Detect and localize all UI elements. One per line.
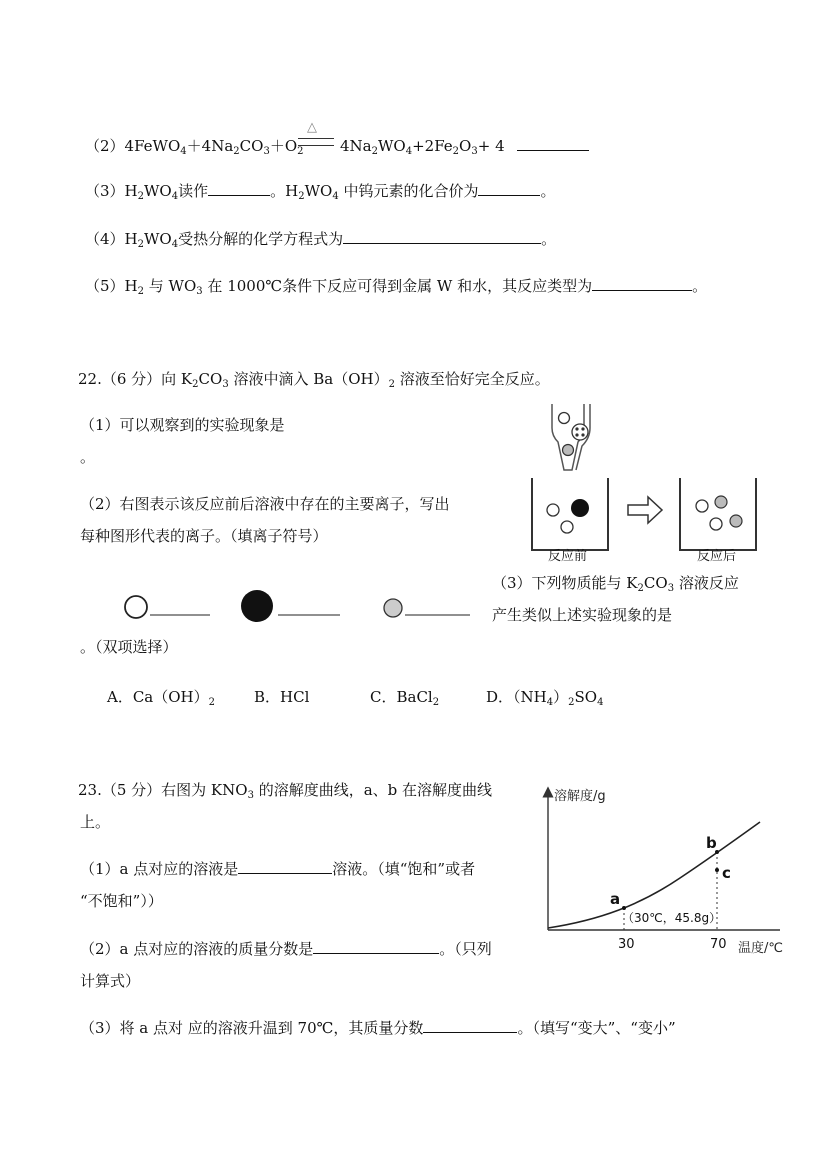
point-a-label: a bbox=[610, 890, 621, 908]
label-before: 反应前 bbox=[548, 549, 588, 564]
formula-sub: 4 bbox=[180, 146, 187, 157]
formula-part: ＋O bbox=[269, 137, 298, 155]
formula-sub: 2 bbox=[568, 697, 575, 708]
formula-part: 4FeWO bbox=[124, 137, 181, 155]
formula-sub: 2 bbox=[298, 191, 305, 202]
arrow-icon bbox=[628, 497, 662, 523]
formula-sub: 2 bbox=[208, 697, 216, 708]
formula-sub: 3 bbox=[667, 583, 675, 594]
answer-blank[interactable] bbox=[208, 181, 270, 196]
text: 受热分解的化学方程式为 bbox=[178, 230, 344, 248]
q23-part3 bbox=[80, 1018, 676, 1038]
point-b-label: b bbox=[706, 834, 717, 852]
q23-part2-line2: 计算式） bbox=[80, 972, 141, 990]
ion-white bbox=[710, 518, 722, 530]
text: 溶液反应 bbox=[674, 574, 739, 592]
text: （2）a 点对应的溶液的质量分数是 bbox=[80, 940, 314, 958]
option-c[interactable] bbox=[370, 687, 439, 707]
answer-blank[interactable] bbox=[343, 229, 541, 244]
formula-sub: 3 bbox=[263, 146, 270, 157]
q22-part3-line3: 。（双项选择） bbox=[80, 638, 178, 656]
x-tick-70: 70 bbox=[710, 937, 727, 952]
equals-sign bbox=[298, 138, 334, 146]
answer-blank[interactable] bbox=[423, 1018, 517, 1033]
q21-l5-num: （5） bbox=[85, 277, 125, 295]
formula-sub: 4 bbox=[597, 697, 604, 708]
formula-sub: 4 bbox=[171, 239, 179, 250]
reaction-condition-heat: △ bbox=[307, 120, 317, 135]
text: ） bbox=[553, 688, 569, 706]
q22-part2-line1: （2）右图表示该反应前后溶液中存在的主要离子，写出 bbox=[80, 495, 450, 513]
q23-heading bbox=[78, 780, 492, 800]
formula-part: WO bbox=[304, 182, 333, 200]
formula-sub: 3 bbox=[247, 790, 254, 801]
formula-sub: 2 bbox=[371, 146, 378, 157]
formula-sub: 2 bbox=[432, 697, 440, 708]
q22-part2-line2: 每种图形代表的离子。（填离子符号） bbox=[80, 527, 328, 545]
text: 。（只列 bbox=[439, 940, 492, 958]
dropper-ion-dotted bbox=[572, 424, 588, 440]
text: （3）将 a 点对 应的溶液升温到 70℃，其质量分数 bbox=[80, 1019, 424, 1037]
text: 溶液。（填“饱和”或者 bbox=[332, 860, 476, 878]
answer-blank[interactable] bbox=[238, 859, 332, 874]
text: 的溶解度曲线，a、b 在溶解度曲线 bbox=[253, 781, 493, 799]
q23-part1 bbox=[80, 859, 475, 879]
formula-part: O bbox=[459, 137, 472, 155]
text: 。 bbox=[692, 277, 708, 295]
formula-part: ＋4Na bbox=[186, 137, 234, 155]
legend-ion-white bbox=[125, 596, 147, 618]
text: 在 1000℃条件下反应可得到金属 W 和水，其反应类型为 bbox=[202, 277, 593, 295]
text: 与 WO bbox=[144, 277, 197, 295]
q21-line-4 bbox=[85, 229, 556, 249]
ion-legend bbox=[100, 588, 480, 628]
q21-line-3 bbox=[85, 181, 555, 201]
formula-sub: 2 bbox=[452, 146, 460, 157]
formula-sub: 4 bbox=[405, 146, 413, 157]
formula-part: H bbox=[124, 230, 138, 248]
q22-heading bbox=[78, 369, 550, 389]
solubility-chart bbox=[530, 780, 790, 965]
text: 。 bbox=[540, 182, 556, 200]
q21-l2-num: （2） bbox=[85, 137, 125, 155]
formula-part: H bbox=[124, 182, 138, 200]
option-d[interactable] bbox=[486, 687, 603, 707]
beaker-before bbox=[532, 478, 608, 550]
x-axis-label: 温度/℃ bbox=[738, 941, 783, 956]
text: 。 bbox=[541, 230, 557, 248]
text: CO bbox=[643, 574, 668, 592]
point-c-label: c bbox=[722, 864, 731, 882]
option-b[interactable]: B．HCl bbox=[254, 688, 310, 706]
ion-gray bbox=[715, 496, 727, 508]
q21-l4-num: （4） bbox=[85, 230, 125, 248]
ion-gray bbox=[730, 515, 742, 527]
formula-sub: 2 bbox=[297, 146, 304, 157]
answer-blank[interactable] bbox=[478, 181, 540, 196]
q22-part3-line1 bbox=[492, 573, 739, 593]
q21-line-2 bbox=[85, 136, 304, 156]
formula-part: 4Na bbox=[340, 137, 372, 155]
text: 23.（5 分）右图为 KNO bbox=[78, 781, 248, 799]
formula-part: +2Fe bbox=[412, 137, 453, 155]
text: SO bbox=[574, 688, 598, 706]
formula-sub: 4 bbox=[546, 697, 554, 708]
point-c bbox=[715, 868, 719, 872]
point-a bbox=[622, 906, 626, 910]
text: （1）a 点对应的溶液是 bbox=[80, 860, 239, 878]
formula-part: WO bbox=[144, 182, 172, 200]
formula-sub: 2 bbox=[137, 286, 145, 297]
formula-sub: 4 bbox=[171, 191, 179, 202]
formula-sub: 2 bbox=[137, 191, 145, 202]
formula-sub: 3 bbox=[222, 379, 229, 390]
answer-blank[interactable] bbox=[592, 276, 692, 291]
formula-sub: 4 bbox=[332, 191, 339, 202]
option-a[interactable] bbox=[107, 687, 215, 707]
legend-ion-gray bbox=[384, 599, 402, 617]
formula-part: WO bbox=[144, 230, 172, 248]
formula-sub: 2 bbox=[637, 583, 644, 594]
q22-part1-end: 。 bbox=[80, 448, 96, 466]
q23-heading-line2: 上。 bbox=[80, 813, 111, 831]
q22-part1: （1）可以观察到的实验现象是 bbox=[80, 416, 285, 434]
label-after: 反应后 bbox=[697, 549, 737, 564]
y-axis-label: 溶解度/g bbox=[554, 789, 606, 804]
answer-blank[interactable] bbox=[517, 136, 589, 151]
text: CO bbox=[198, 370, 223, 388]
formula-sub: 2 bbox=[233, 146, 240, 157]
beaker-after bbox=[680, 478, 756, 550]
text: 中钨元素的化合价为 bbox=[338, 182, 479, 200]
text: 读作 bbox=[178, 182, 209, 200]
formula-part: WO bbox=[378, 137, 406, 155]
formula-part: H bbox=[124, 277, 138, 295]
text: D．（NH bbox=[486, 688, 547, 706]
legend-ion-black bbox=[241, 590, 273, 622]
ion-white bbox=[561, 521, 573, 533]
formula-sub: 3 bbox=[471, 146, 478, 157]
dropper-ion-gray bbox=[563, 445, 574, 456]
text: A．Ca（OH） bbox=[107, 688, 209, 706]
text: （3）下列物质能与 K bbox=[492, 574, 638, 592]
formula-sub: 3 bbox=[196, 286, 203, 297]
text: 。H bbox=[270, 182, 299, 200]
q21-l2-products bbox=[340, 136, 589, 156]
x-tick-30: 30 bbox=[618, 937, 635, 952]
q21-l3-num: （3） bbox=[85, 182, 125, 200]
text: 溶液中滴入 Ba（OH） bbox=[228, 370, 389, 388]
text: 22.（6 分）向 K bbox=[78, 370, 193, 388]
ion-black bbox=[571, 499, 589, 517]
q23-part1-line2: “不饱和”）） bbox=[80, 892, 163, 910]
formula-sub: 2 bbox=[192, 379, 199, 390]
q22-part3-line2: 产生类似上述实验现象的是 bbox=[492, 606, 673, 624]
answer-blank[interactable] bbox=[313, 939, 439, 954]
ion-white bbox=[696, 500, 708, 512]
text: C．BaCl bbox=[370, 688, 433, 706]
reaction-diagram bbox=[520, 400, 770, 570]
ion-white bbox=[547, 504, 559, 516]
text: 溶液至恰好完全反应。 bbox=[394, 370, 550, 388]
q23-part2 bbox=[80, 939, 492, 959]
text: 。（填写“变大”、“变小” bbox=[517, 1019, 676, 1037]
formula-part: CO bbox=[239, 137, 264, 155]
point-a-annotation: （30℃，45.8g） bbox=[622, 911, 722, 925]
q21-line-5 bbox=[85, 276, 707, 296]
formula-sub: 2 bbox=[137, 239, 145, 250]
formula-sub: 2 bbox=[388, 379, 395, 390]
dropper-ion-white bbox=[559, 413, 570, 424]
formula-part: + 4 bbox=[477, 137, 505, 155]
